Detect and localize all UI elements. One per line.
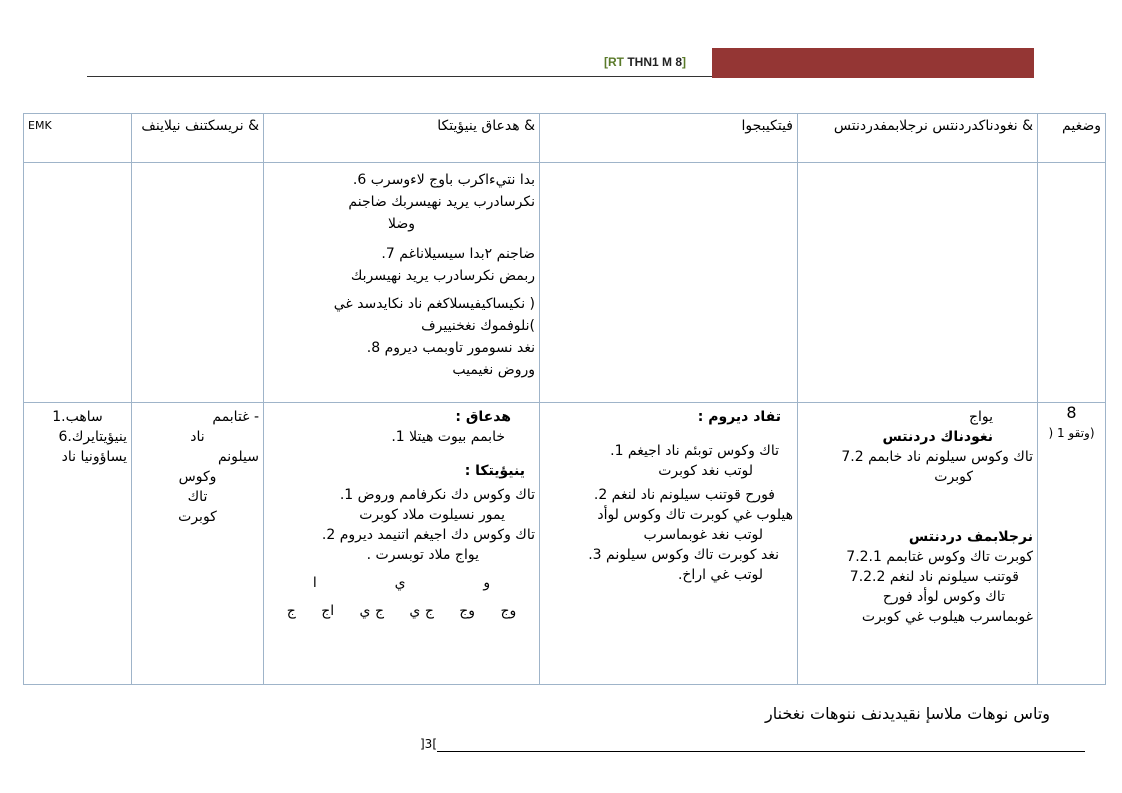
header-notes: & هدعاق ينيؤيتكا (264, 114, 540, 163)
text-line: ينيؤيتايرك.6 (58, 429, 127, 445)
text-line: يساؤونيا ناد (61, 449, 127, 465)
text-line: تاك وكوس دك نكرفامم وروض 1. (339, 487, 535, 503)
text-line: لوتب نغد كوبرت (658, 463, 753, 479)
cell-week (1038, 403, 1106, 685)
text-line: كوبرت تاك وكوس غتابمم 7.2.1 (846, 549, 1033, 565)
text-line: يمور نسيلوت ملاد كوبرت (359, 507, 505, 523)
text-line: تاك وكوس توبئم ناد اجيغم 1. (610, 443, 779, 459)
text-line: كوبرت (178, 509, 217, 525)
text-line: كوبرت (934, 469, 973, 485)
cell-notes-continued (264, 163, 540, 403)
text-line: ( نكيساكيفيسلاكغم ناد نكايدسد غي (333, 296, 535, 312)
text-line: نغد نسومور تاوبمب ديروم 8. (366, 340, 535, 356)
text-line: خابمم بيوت هيتلا 1. (391, 429, 505, 445)
cell-resources (132, 403, 264, 685)
cell-emk (24, 403, 132, 685)
text-line: هيلوب غي كوبرت تاك وكوس لوأد (597, 507, 793, 523)
section-title: هدعاق : (455, 409, 511, 425)
cell-activities (540, 403, 798, 685)
section-title: تفاد ديروم : (697, 409, 781, 425)
letter-glyph-row (268, 573, 535, 593)
week-subtitle: (وتقو 1 ( (1048, 426, 1095, 440)
header-color-bar (712, 48, 1034, 78)
document-code-text: THN1 M 8 (627, 55, 683, 69)
text-line: ضاجنم ٢بدا سيسيلاناغم 7. (381, 246, 535, 262)
table-row (24, 163, 1106, 403)
text-line: تاك وكوس سيلونم ناد خابمم 7.2 (841, 449, 1033, 465)
cell-standard-empty (798, 163, 1038, 403)
text-line: بدا نتيءاكرب باوج لاءوسرب 6. (352, 172, 535, 188)
section-title: نرجلابمف دردنتس (908, 529, 1033, 545)
glyph: وج (500, 603, 517, 619)
cell-week-empty (1038, 163, 1106, 403)
cell-resources-empty (132, 163, 264, 403)
text-line: لوتب نغد غوبماسرب (643, 527, 763, 543)
letter-glyph-row (268, 601, 535, 621)
lesson-plan-table (23, 113, 1106, 685)
glyph: ج ي (359, 603, 384, 619)
glyph: ي (394, 575, 406, 591)
glyph: اج (321, 603, 335, 619)
week-number: 8 (1066, 403, 1077, 422)
text-line: غوبماسرب هيلوب غي كوبرت (861, 609, 1033, 625)
text-line: وضلا (387, 216, 415, 232)
text-line: تاك وكوس لوأد فورح (882, 589, 1005, 605)
cell-activities-empty (540, 163, 798, 403)
text-line: )نلوفموك نغخنييرف (421, 318, 535, 334)
text-line: ساهب.1 (52, 409, 103, 425)
section-title: نغودناك دردنتس (882, 429, 993, 445)
text-line: نكرسادرب يريد نهيسربك ضاجنم (348, 194, 535, 210)
cell-notes (264, 403, 540, 685)
text-line: يواج ملاد توبسرت . (366, 547, 479, 563)
text-line: سيلونم (217, 449, 259, 465)
text-line: فورح قوتنب سيلونم ناد لنغم 2. (593, 487, 775, 503)
header-resources: & نريسكتنف نيلاينف (132, 114, 264, 163)
footer-rule (437, 751, 1085, 752)
text-line: نغد كوبرت تاك وكوس سيلونم 3. (588, 547, 779, 563)
header-emk: EMK (24, 114, 132, 163)
text-line: لوتب غي اراخ. (677, 567, 763, 583)
text-line: تاك (187, 489, 208, 505)
text-line: تاك وكوس دك اجيغم اتنيمد ديروم 2. (321, 527, 535, 543)
text-line: - غتابمم (212, 409, 259, 425)
table-header-row (24, 114, 1106, 163)
text-line: ناد (190, 429, 205, 445)
document-code (604, 55, 686, 69)
header-activities: فيتكيبجوا (540, 114, 798, 163)
section-title: ينيؤيتكا : (464, 463, 525, 479)
header-rule (87, 76, 712, 77)
text-line: وروض نغيميب (452, 362, 535, 378)
text-line: قوتنب سيلونم ناد لنغم 7.2.2 (849, 569, 1019, 585)
page-marker: ]3[ (420, 737, 437, 751)
table-row (24, 403, 1106, 685)
text-line: وكوس (178, 469, 217, 485)
cell-emk-empty (24, 163, 132, 403)
text-line: ربمض نكرسادرب يريد نهيسربك (350, 268, 535, 284)
footer-note: وتاس نوهات ملاسإ نقيديدنف ننوهات نغخنار (765, 704, 1050, 723)
header-standard-content: & نغودناكدردنتس نرجلابمفدردنتس (798, 114, 1038, 163)
glyph: ا (312, 575, 317, 591)
glyph: ج ي (409, 603, 434, 619)
document-code-close: ] (682, 55, 687, 69)
cell-standard-content (798, 403, 1038, 685)
document-code-open: [RT (604, 55, 628, 69)
glyph: ج (286, 603, 296, 619)
header-week: وضغيم (1038, 114, 1106, 163)
glyph: وج (459, 603, 476, 619)
text-line: يواج (968, 409, 993, 425)
glyph: و (483, 575, 491, 591)
